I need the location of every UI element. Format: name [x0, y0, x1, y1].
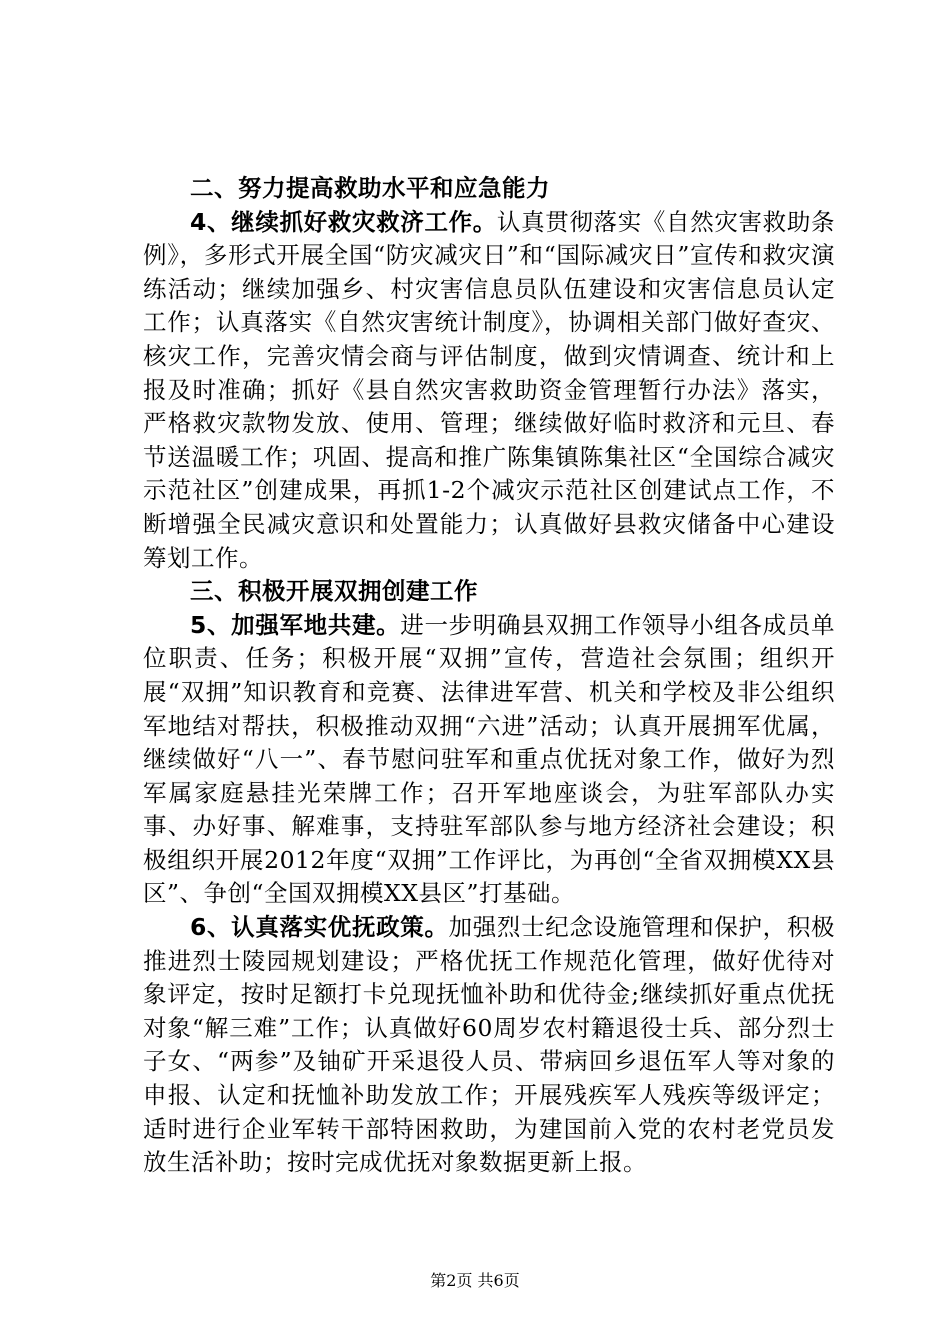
item-5-lead: 5、加强军地共建。 [190, 610, 401, 639]
item-6-lead: 6、认真落实优抚政策。 [190, 913, 449, 942]
item-4-body: 认真贯彻落实《自然灾害救助条例》，多形式开展全国“防灾减灾日”和“国际减灾日”宣传和救灾演练活动；继续加强乡、村灾害信息员队伍建设和灾害信息员认定工作；认真落实《自然灾害统计制度》，协调相关部门做好查灾、核灾工作，完善灾情会商与评估制度，做到灾情调查、统计和上报及时准确；抓好《县自然灾害救助资金管理暂行办法》落实，严格救灾款物发放、使用、管理；继续做好临时救济和元旦、春节送温暖工作；巩固、提高和推广陈集镇陈集社区“全国综合减灾示范社区”创建成果，再抓1-2个减灾示范社区创建试点工作，不断增强全民减灾意识和处置能力；认真做好县救灾储备中心建设筹划工作。 [143, 207, 835, 572]
document-body [143, 172, 835, 1180]
paragraph-item-6 [143, 911, 835, 1180]
paragraph-item-5 [143, 609, 835, 911]
item-4-lead: 4、继续抓好救灾救济工作。 [190, 207, 497, 236]
item-6-body: 加强烈士纪念设施管理和保护，积极推进烈士陵园规划建设；严格优抚工作规范化管理，做好优待对象评定，按时足额打卡兑现抚恤补助和优待金;继续抓好重点优抚对象“解三难”工作；认真做好60周岁农村籍退役士兵、部分烈士子女、“两参”及铀矿开采退役人员、带病回乡退伍军人等对象的申报、认定和抚恤补助发放工作；开展残疾军人残疾等级评定；适时进行企业军转干部特困救助，为建国前入党的农村老党员发放生活补助；按时完成优抚对象数据更新上报。 [143, 913, 835, 1177]
item-5-body: 进一步明确县双拥工作领导小组各成员单位职责、任务；积极开展“双拥”宣传，营造社会氛围；组织开展“双拥”知识教育和竞赛、法律进军营、机关和学校及非公组织军地结对帮扶，积极推动双拥“六进”活动；认真开展拥军优属，继续做好“八一”、春节慰问驻军和重点优抚对象工作，做好为烈军属家庭悬挂光荣牌工作；召开军地座谈会，为驻军部队办实事、办好事、解难事，支持驻军部队参与地方经济社会建设；积极组织开展2012年度“双拥”工作评比，为再创“全省双拥模XX县区”、争创“全国双拥模XX县区”打基础。 [143, 610, 836, 908]
section-heading-3: 三、积极开展双拥创建工作 [190, 577, 478, 606]
paragraph-item-4 [143, 206, 835, 576]
section-heading-2: 二、努力提高救助水平和应急能力 [190, 174, 550, 202]
page-number-footer: 第2页 共6页 [430, 1271, 520, 1290]
